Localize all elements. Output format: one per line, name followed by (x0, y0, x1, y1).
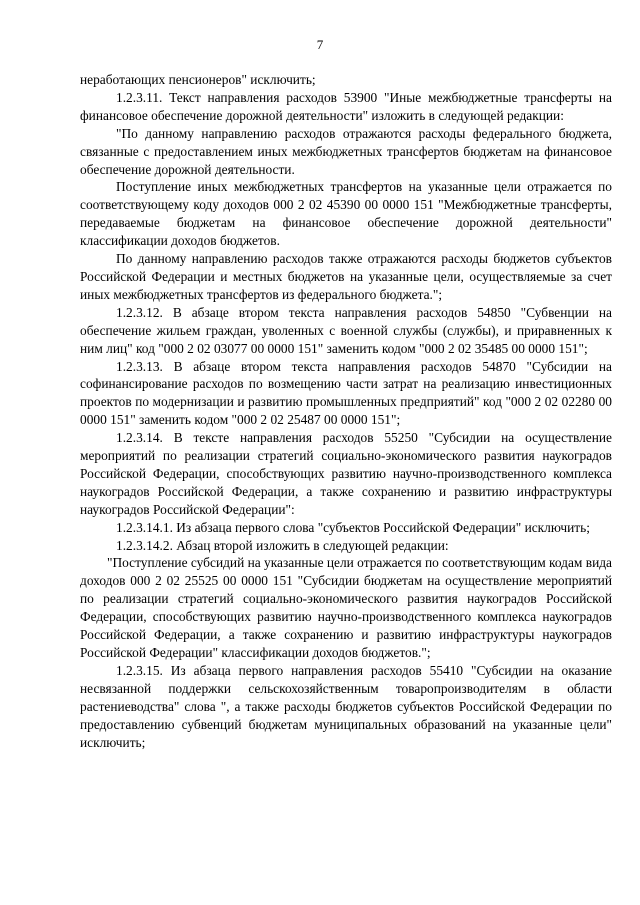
paragraph-item-1-2-3-15: 1.2.3.15. Из абзаца первого направления расходов 55410 "Субсидии на оказание несвязанной поддержки сельскохозяйственным товаропроизводителям в области растениеводства" слова ", а также расходы бюджетов субъектов Российской Федерации по предоставлению субвенций бюджетам муниципальных образований на указанные цели" исключить; (80, 662, 612, 750)
paragraph-item-1-2-3-14-1: 1.2.3.14.1. Из абзаца первого слова "субъектов Российской Федерации" исключить; (116, 519, 590, 535)
paragraph-quote-3: По данному направлению расходов также отражаются расходы бюджетов субъектов Российской Федерации и местных бюджетов на указанные цели, осуществляемые за счет иных межбюджетных трансфертов из федерального бюджета."; (80, 251, 612, 302)
paragraph-item-1-2-3-14: 1.2.3.14. В тексте направления расходов 55250 "Субсидии на осуществление мероприятий по реализации стратегий социально-экономического развития наукоградов Российской Федерации, способствующих развитию научно-производственного комплекса наукоградов Российской Федерации, а также сохранению и развитию инфраструктуры наукоградов Российской Федерации": (80, 430, 612, 517)
paragraph-quote-2: Поступление иных межбюджетных трансфертов на указанные цели отражается по соответствующему коду доходов 000 2 02 45390 00 0000 151 "Межбюджетные трансферты, передаваемые бюджетам на финансовое обеспечение дорожной деятельности" классификации доходов бюджетов. (80, 179, 612, 249)
paragraph-continuation: неработающих пенсионеров" исключить; (80, 72, 316, 87)
page-number: 7 (316, 37, 324, 52)
paragraph-quote-4: "Поступление субсидий на указанные цели отражается по соответствующим кодам вида доходов 000 2 02 25525 00 0000 151 "Субсидии бюджетам на осуществление мероприятий по реализации стратегий социально-экономического развития наукоградов Российской Федерации, способствующих развитию научно-производственного комплекса наукоградов Российской Федерации, а также сохранению и развитию инфраструктуры наукоградов Российской Федерации" классификации доходов бюджетов."; (80, 555, 612, 660)
paragraph-item-1-2-3-11: 1.2.3.11. Текст направления расходов 53900 "Иные межбюджетные трансферты на финансовое обеспечение дорожной деятельности" изложить в следующей редакции: (80, 89, 612, 123)
document-body (80, 71, 612, 751)
paragraph-item-1-2-3-13: 1.2.3.13. В абзаце втором текста направления расходов 54870 "Субсидии на софинансирование расходов по возмещению части затрат на реализацию инвестиционных проектов по модернизации и развитию промышленных предприятий" код "000 2 02 02280 00 0000 151" заменить кодом "000 2 02 25487 00 0000 151"; (80, 358, 612, 428)
paragraph-quote-1: "По данному направлению расходов отражаются расходы федерального бюджета, связанные с предоставлением иных межбюджетных трансфертов бюджетам на финансовое обеспечение дорожной деятельности. (80, 125, 612, 177)
paragraph-item-1-2-3-14-2: 1.2.3.14.2. Абзац второй изложить в следующей редакции: (116, 537, 449, 553)
paragraph-item-1-2-3-12: 1.2.3.12. В абзаце втором текста направления расходов 54850 "Субвенции на обеспечение жильем граждан, уволенных с военной службы (службы), и приравненных к ним лиц" код "000 2 02 03077 00 0000 151" заменить кодом "000 2 02 35485 00 0000 151"; (80, 304, 612, 356)
